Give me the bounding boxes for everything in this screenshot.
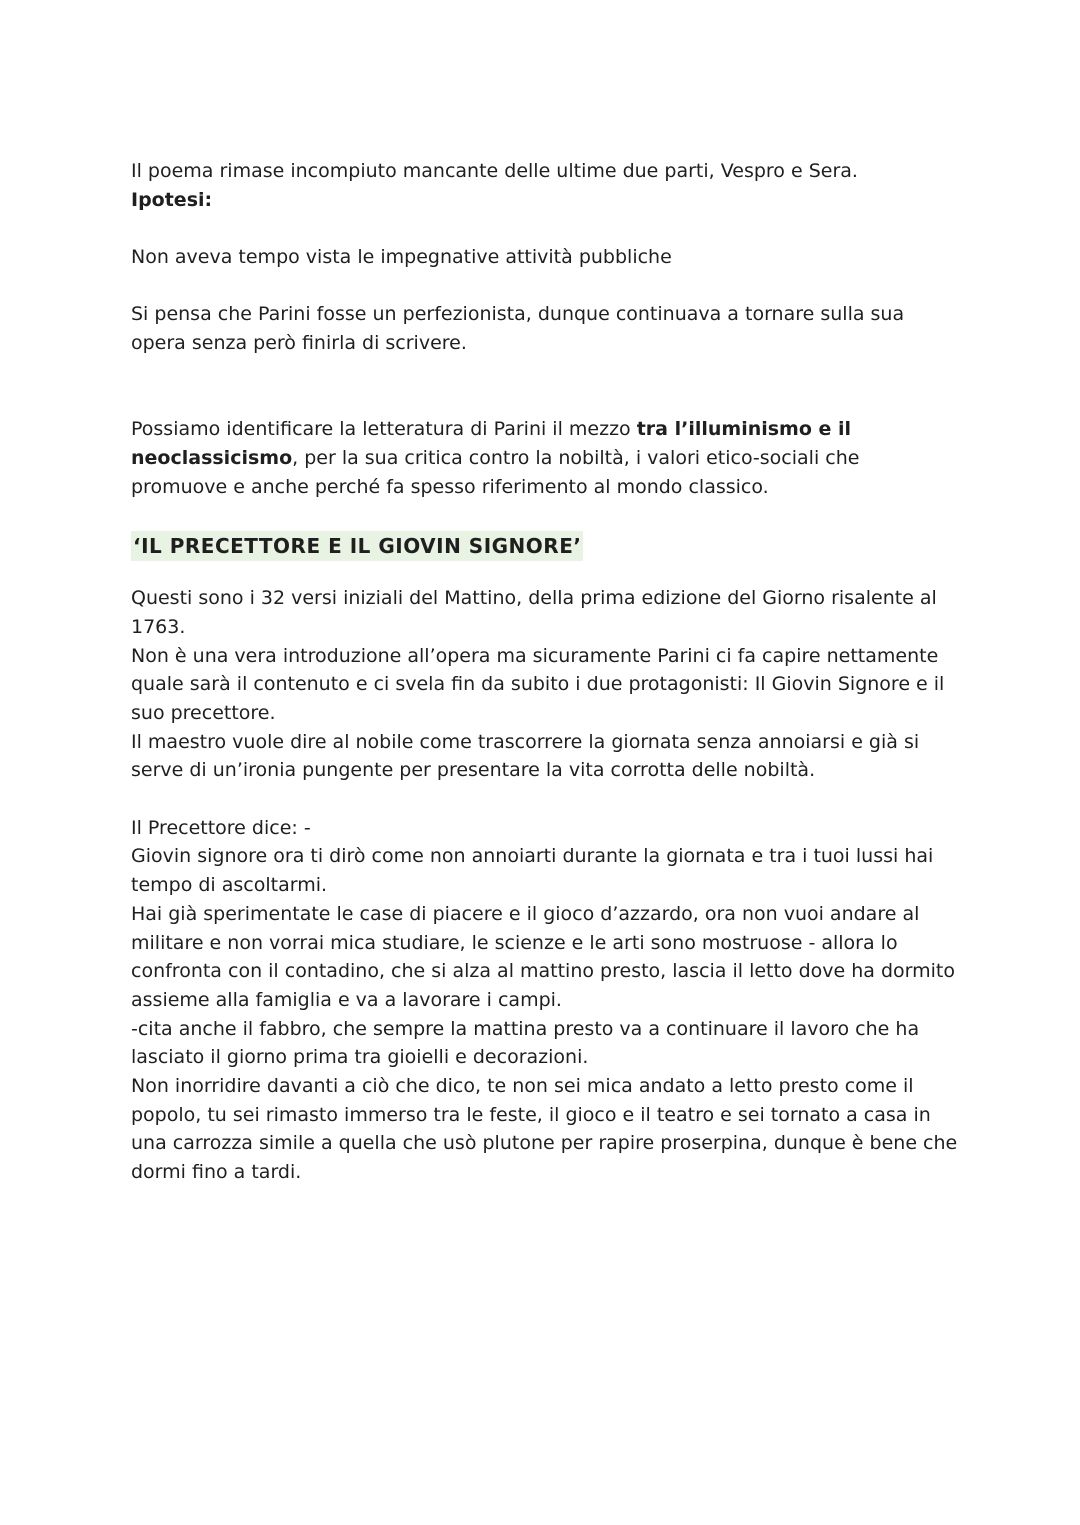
section-heading: ‘IL PRECETTORE E IL GIOVIN SIGNORE’ (131, 531, 583, 561)
section-paragraph (131, 584, 961, 785)
paragraph-line: Questi sono i 32 versi iniziali del Mattino, della prima edizione del Giorno risalente al 1763. (131, 587, 937, 638)
identification-paragraph (131, 415, 961, 501)
paragraph-line: -cita anche il fabbro, che sempre la mattina presto va a continuare il lavoro che ha lasciato il giorno prima tra gioielli e decorazioni. (131, 1017, 920, 1069)
identification-emphasis: tra l’illuminismo e il neoclassicismo (131, 418, 852, 469)
spacer (131, 785, 961, 814)
document-page (131, 157, 961, 1187)
spacer (131, 272, 961, 301)
identification-text: , per la sua critica contro la nobiltà, i valori etico-sociali che promuove e anche perché fa spesso riferimento al mondo classico. (131, 446, 860, 498)
identification-text: Possiamo identificare la letteratura di Parini il mezzo (131, 418, 637, 441)
paragraph-line: Hai già sperimentate le case di piacere e il gioco d’azzardo, ora non vuoi andare al militare e non vorrai mica studiare, le scienze e le arti sono mostruose - allora lo confronta con il contadino, che si alza al mattino presto, lascia il letto dove ha dormito assieme alla famiglia e va a lavorare i campi. (131, 902, 956, 1011)
paragraph-line: Non inorridire davanti a ciò che dico, te non sei mica andato a letto presto come il popolo, tu sei rimasto immerso tra le feste, il gioco e il teatro e sei tornato a casa in una carrozza simile a quella che usò plutone per rapire proserpina, dunque è bene che dormi fino a tardi. (131, 1075, 958, 1184)
spacer (131, 214, 961, 243)
section-paragraph (131, 814, 961, 1187)
section-heading-wrap (131, 531, 961, 562)
paragraph-line: Il Precettore dice: - (131, 816, 311, 839)
hypothesis-label: Ipotesi: (131, 188, 213, 211)
hypothesis-item: Si pensa che Parini fosse un perfezionista, dunque continuava a tornare sulla sua opera senza però finirla di scrivere. (131, 303, 905, 355)
hypothesis-item: Non aveva tempo vista le impegnative attività pubbliche (131, 246, 672, 269)
paragraph-line: Non è una vera introduzione all’opera ma sicuramente Parini ci fa capire nettamente quale sarà il contenuto e ci svela fin da subito i due protagonisti: Il Giovin Signore e il suo precettore. (131, 644, 945, 724)
paragraph-line: Giovin signore ora ti dirò come non annoiarti durante la giornata e tra i tuoi lussi hai tempo di ascoltarmi. (131, 845, 934, 897)
intro-line: Il poema rimase incompiuto mancante delle ultime due parti, Vespro e Sera. (131, 160, 858, 182)
spacer (131, 358, 961, 415)
paragraph-line: Il maestro vuole dire al nobile come trascorrere la giornata senza annoiarsi e già si serve di un’ironia pungente per presentare la vita corrotta delle nobiltà. (131, 730, 920, 782)
